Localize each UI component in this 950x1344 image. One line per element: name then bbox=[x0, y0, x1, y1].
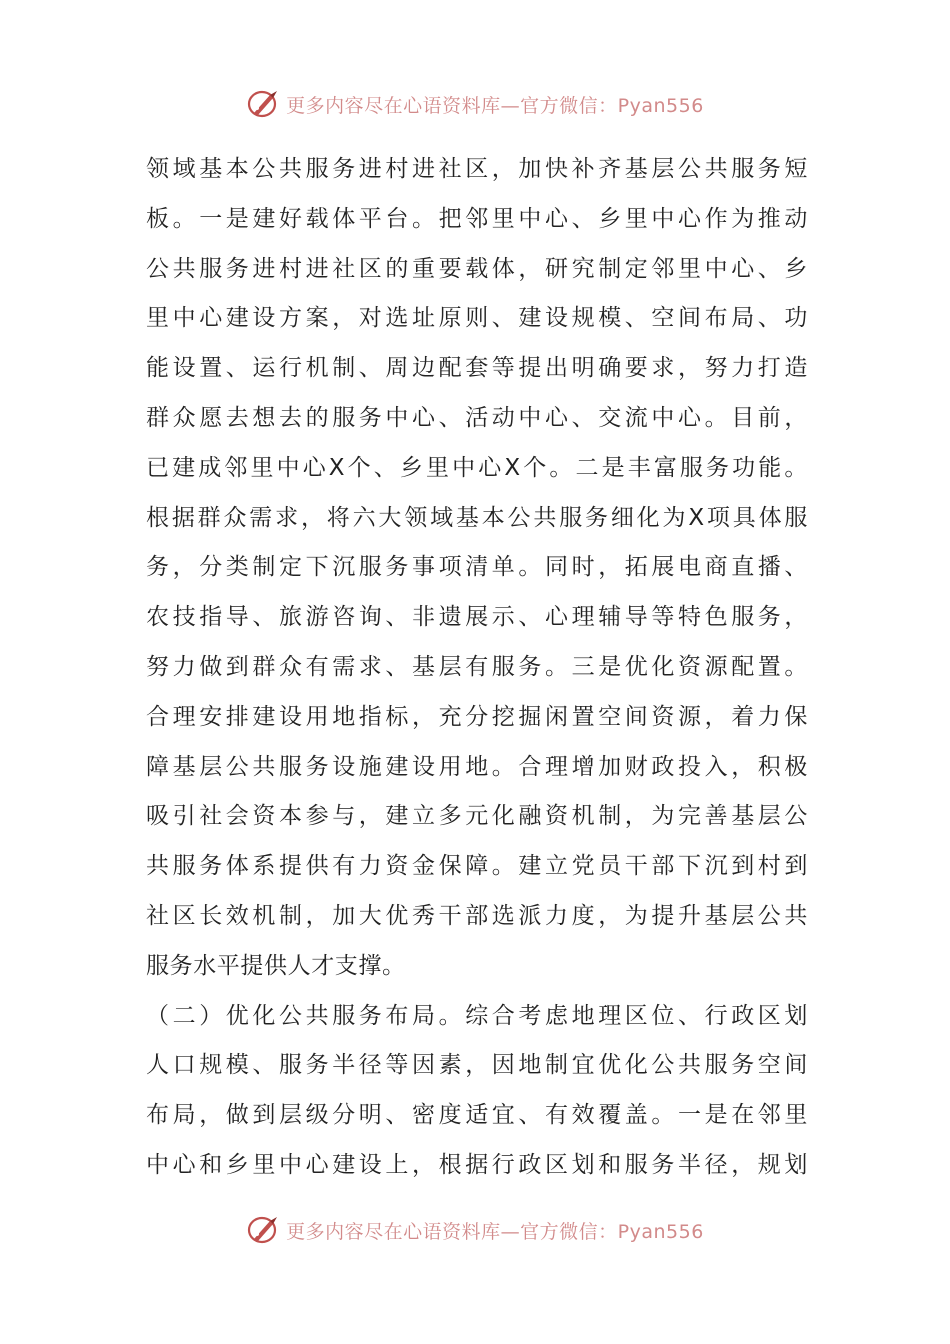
document-body bbox=[146, 145, 808, 1191]
body-line: 群众愿去想去的服务中心、活动中心、交流中心。目前， bbox=[146, 404, 808, 431]
body-line: 共服务体系提供有力资金保障。建立党员干部下沉到村到 bbox=[146, 853, 808, 880]
footer-watermark bbox=[0, 1210, 950, 1250]
body-line: 人口规模、服务半径等因素，因地制宜优化公共服务空间 bbox=[146, 1052, 808, 1079]
watermark-text: 更多内容尽在心语资料库—官方微信：Pyan556 bbox=[286, 1220, 704, 1243]
body-line: 里中心建设方案，对选址原则、建设规模、空间布局、功 bbox=[146, 305, 808, 332]
body-line: 合理安排建设用地指标，充分挖掘闲置空间资源，着力保 bbox=[146, 703, 808, 730]
body-line: 农技指导、旅游咨询、非遗展示、心理辅导等特色服务， bbox=[146, 604, 808, 631]
watermark-text: 更多内容尽在心语资料库—官方微信：Pyan556 bbox=[286, 94, 704, 117]
body-line: 领域基本公共服务进村进社区，加快补齐基层公共服务短 bbox=[146, 156, 808, 182]
body-line: 障基层公共服务设施建设用地。合理增加财政投入，积极 bbox=[146, 753, 808, 780]
body-line: 吸引社会资本参与，建立多元化融资机制，为完善基层公 bbox=[146, 803, 808, 830]
body-line: 务，分类制定下沉服务事项清单。同时，拓展电商直播、 bbox=[146, 554, 808, 581]
body-line: 根据群众需求，将六大领域基本公共服务细化为X项具体服 bbox=[146, 504, 808, 531]
body-line: 布局，做到层级分明、密度适宜、有效覆盖。一是在邻里 bbox=[146, 1102, 808, 1129]
header-watermark bbox=[0, 84, 950, 124]
body-line: 板。一是建好载体平台。把邻里中心、乡里中心作为推动 bbox=[146, 205, 808, 232]
body-line: 已建成邻里中心X个、乡里中心X个。二是丰富服务功能。 bbox=[146, 454, 808, 481]
body-line: 公共服务进村进社区的重要载体，研究制定邻里中心、乡 bbox=[146, 255, 808, 282]
body-line: 努力做到群众有需求、基层有服务。三是优化资源配置。 bbox=[146, 653, 808, 680]
body-line: （二）优化公共服务布局。综合考虑地理区位、行政区划 bbox=[146, 1002, 808, 1029]
quill-logo-icon bbox=[246, 1214, 282, 1246]
body-line: 服务水平提供人才支撑。 bbox=[146, 952, 406, 979]
quill-logo-icon bbox=[246, 88, 282, 120]
body-line: 中心和乡里中心建设上，根据行政区划和服务半径，规划 bbox=[146, 1151, 808, 1178]
body-line: 能设置、运行机制、周边配套等提出明确要求，努力打造 bbox=[146, 355, 808, 382]
body-line: 社区长效机制，加大优秀干部选派力度，为提升基层公共 bbox=[146, 902, 808, 929]
